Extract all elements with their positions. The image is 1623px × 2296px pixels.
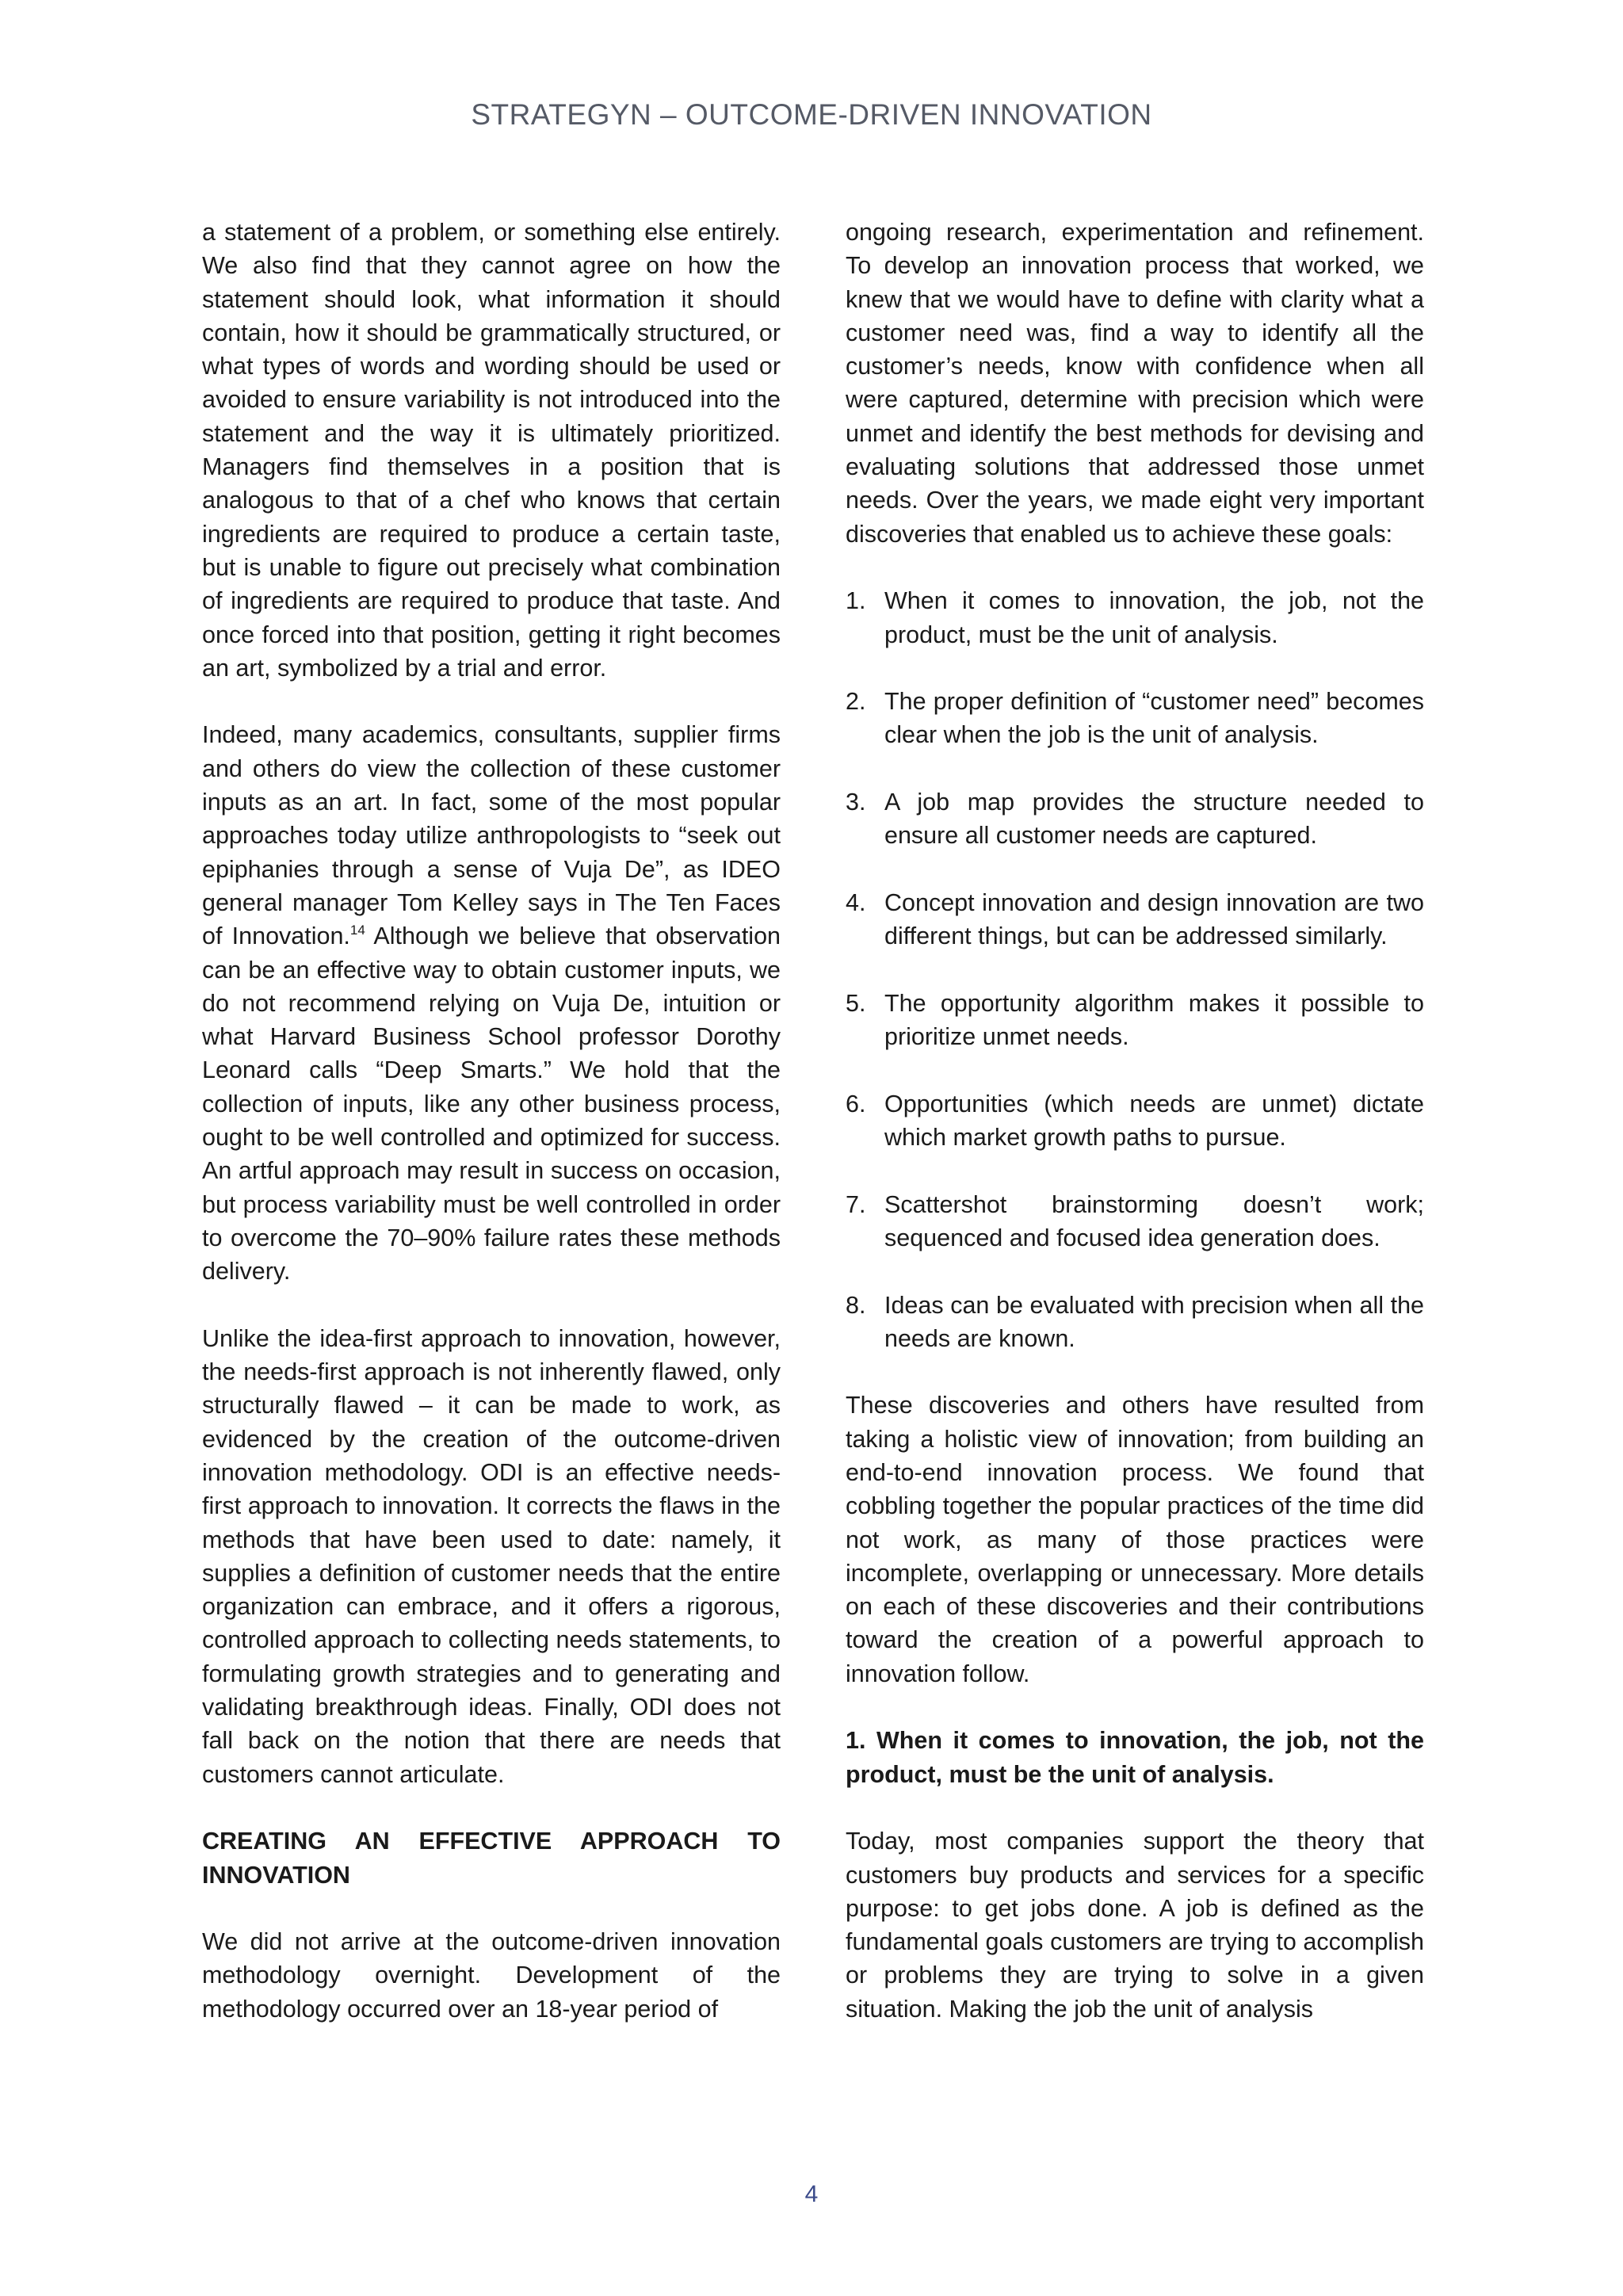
list-item-text: Scattershot brainstorming doesn’t work; sequenced and focused idea generation does. xyxy=(884,1190,1424,1251)
list-item-text: A job map provides the structure needed to ensure all customer needs are captured. xyxy=(884,789,1424,850)
discoveries-list xyxy=(846,584,1424,1355)
list-item-text: Ideas can be evaluated with precision when all the needs are known. xyxy=(884,1291,1424,1352)
running-header: STRATEGYN – OUTCOME-DRIVEN INNOVATION xyxy=(471,98,1152,131)
list-item xyxy=(846,584,1424,651)
list-item xyxy=(846,785,1424,853)
body-paragraph-with-footnote xyxy=(202,718,781,1288)
left-column xyxy=(202,216,781,2026)
page-number: 4 xyxy=(804,2181,819,2207)
list-item-text: When it comes to innovation, the job, not the product, must be the unit of analysis. xyxy=(884,587,1424,648)
body-paragraph: These discoveries and others have resulted from taking a holistic view of innovation; from building an end-to-end innovation process. We found that cobbling together the popular practices of the time did not work, as many of those practices were incomplete, overlapping or unnecessary. More details on each of these discoveries and their contributions toward the creation of a powerful approach to innovation follow. xyxy=(846,1392,1424,1687)
list-number: 5. xyxy=(846,989,866,1017)
right-column xyxy=(846,216,1424,2026)
list-number: 2. xyxy=(846,688,866,716)
list-item-text: The proper definition of “customer need” becomes clear when the job is the unit of analysis. xyxy=(884,688,1424,749)
list-number: 7. xyxy=(846,1190,866,1218)
list-item xyxy=(846,886,1424,953)
list-number: 6. xyxy=(846,1090,866,1117)
paragraph-text: Indeed, many academics, consultants, supplier firms and others do view the collection of these customer inputs as an art. In fact, some of the most popular approaches today utilize anthropologists to “seek out epiphanies through a sense of Vuja De”, as IDEO general manager Tom Kelley says in The Ten Faces of Innovation. xyxy=(202,721,781,950)
section-heading: CREATING AN EFFECTIVE APPROACH TO INNOVATION xyxy=(202,1828,781,1889)
body-paragraph: Unlike the idea-first approach to innovation, however, the needs-first approach is not inherently flawed, only structurally flawed – it can be made to work, as evidenced by the creation of the outcome-driven innovation methodology. ODI is an effective needs-first approach to innovation. It corrects the flaws in the methods that have been used to date: namely, it supplies a definition of customer needs that the entire organization can embrace, and it offers a rigorous, controlled approach to collecting needs statements, to formulating growth strategies and to generating and validating breakthrough ideas. Finally, ODI does not fall back on the notion that there are needs that customers cannot articulate. xyxy=(202,1324,781,1788)
list-number: 3. xyxy=(846,789,866,816)
list-item-text: The opportunity algorithm makes it possible to prioritize unmet needs. xyxy=(884,989,1424,1051)
list-item-text: Concept innovation and design innovation are two different things, but can be addressed similarly. xyxy=(884,888,1424,950)
list-number: 4. xyxy=(846,888,866,916)
list-item xyxy=(846,1188,1424,1255)
body-paragraph: ongoing research, experimentation and refinement. To develop an innovation process that worked, we knew that we would have to define with clarity what a customer need was, find a way to identify all the customer’s needs, know with confidence when all were captured, determine with precision which were unmet and identify the best methods for devising and evaluating solutions that addressed those unmet needs. Over the years, we made eight very important discoveries that enabled us to achieve these goals: xyxy=(846,219,1424,548)
list-number: 1. xyxy=(846,587,866,615)
list-item xyxy=(846,1289,1424,1356)
body-paragraph: Today, most companies support the theory that customers buy products and services for a specific purpose: to get jobs done. A job is defined as the fundamental goals customers are trying to accomplish or problems they are trying to solve in a given situation. Making the job the unit of analysis xyxy=(846,1828,1424,2023)
list-number: 8. xyxy=(846,1291,866,1319)
list-item xyxy=(846,685,1424,752)
paragraph-text: Although we believe that observation can be an effective way to obtain customer inputs, we do not recommend relying on Vuja De, intuition or what Harvard Business School professor Dorothy Leonard calls “Deep Smarts.” We hold that the collection of inputs, like any other business process, ought to be well controlled and optimized for success. An artful approach may result in success on occasion, but process variability must be well controlled in order to overcome the 70–90% failure rates these methods delivery. xyxy=(202,923,781,1286)
subsection-heading: 1. When it comes to innovation, the job, not the product, must be the unit of analysis. xyxy=(846,1727,1424,1788)
list-item xyxy=(846,987,1424,1054)
body-paragraph: a statement of a problem, or something else entirely. We also find that they cannot agree on how the statement should look, what information it should contain, how it should be grammatically structured, or what types of words and wording should be used or avoided to ensure variability is not introduced into the statement and the way it is ultimately prioritized. Managers find themselves in a position that is analogous to that of a chef who knows that certain ingredients are required to produce a certain taste, but is unable to figure out precisely what combination of ingredients are required to produce that taste. And once forced into that position, getting it right becomes an art, symbolized by a trial and error. xyxy=(202,219,781,682)
footnote-reference[interactable]: 14 xyxy=(349,923,365,938)
list-item-text: Opportunities (which needs are unmet) dictate which market growth paths to pursue. xyxy=(884,1090,1424,1152)
list-item xyxy=(846,1087,1424,1155)
body-paragraph: We did not arrive at the outcome-driven innovation methodology overnight. Development of the methodology occurred over an 18-year period of xyxy=(202,1928,781,2023)
